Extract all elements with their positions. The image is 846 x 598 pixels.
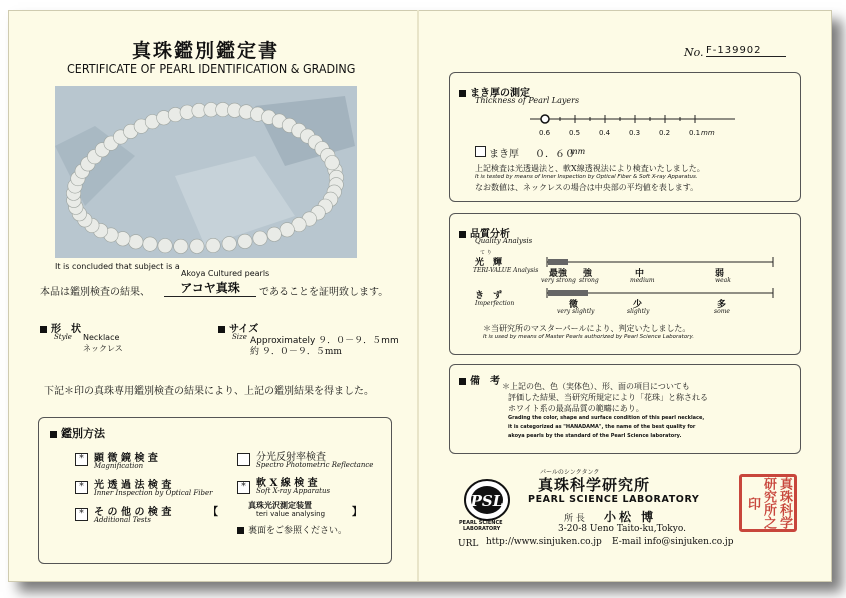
thickness-label: まき厚 <box>489 149 519 160</box>
pearl <box>267 227 281 241</box>
scale-label: 0.6 <box>539 129 551 137</box>
shape-value-ja: ネックレス <box>83 344 123 353</box>
device-en: teri value analysing <box>256 510 326 518</box>
logo-caption1: PEARL SCIENCE <box>459 520 503 526</box>
size-label-en: Size <box>232 333 247 341</box>
method-checkbox-optical-fiber[interactable]: * <box>75 481 88 494</box>
pearl <box>158 239 172 253</box>
kizu-label: き ず <box>475 291 503 301</box>
result-ja: アコヤ真珠 <box>164 279 256 297</box>
pearl <box>174 239 188 253</box>
psl-logo-text: PSL <box>470 492 504 510</box>
quality-title-en: Quality Analysis <box>475 237 533 245</box>
remarks-title <box>459 372 500 387</box>
bracket-close: 】 <box>352 507 362 518</box>
remarks-title-text: 備 考 <box>470 376 500 387</box>
scale-label: 0.4 <box>599 129 611 137</box>
size-label-ja: サイズ <box>229 324 259 335</box>
master-note-en: It is used by means of Master Pearls authorized by Pearl Science Laboratory. <box>483 334 695 340</box>
pearl <box>253 231 267 245</box>
remarks-en3: akoya pearls by the standard of the Pearl Science laboratory. <box>508 433 682 439</box>
teri-scale <box>545 256 777 268</box>
remarks-en2: it is categorized as "HANADAMA", the name of the best quality for <box>508 424 696 430</box>
kizu-label-en: Imperfection <box>475 300 515 307</box>
url-link[interactable]: http://www.sinjuken.co.jp <box>486 537 602 547</box>
method-xray-ja: 軟 X 線 検 査 <box>256 478 318 489</box>
cert-number: F-139902 <box>706 45 786 57</box>
device-ja: 真珠光沢測定装置 <box>248 500 312 510</box>
result-en: Akoya Cultured pearls <box>181 269 270 278</box>
conclusion-ja-suffix: であることを証明致します。 <box>259 287 389 298</box>
teri-grade-very-strong: 最強 <box>549 269 568 279</box>
thickness-note-ja1: 上記検査は光透過法と、軟X線透視法により検査いたしました。 <box>475 164 705 173</box>
kizu-grade-very-slightly-en: very slightly <box>557 308 595 315</box>
shape-label-en: Style <box>54 333 72 341</box>
psl-logo <box>463 478 511 522</box>
back-note-text: 裏面をご参照ください。 <box>248 526 348 536</box>
method-additional-ja: そ の 他 の 検 査 <box>94 507 172 518</box>
scale-label: 0.2 <box>659 129 671 137</box>
email-link[interactable]: info@sinjuken.co.jp <box>644 537 734 547</box>
lab-name-ja: 真珠科学研究所 <box>538 476 651 494</box>
teri-grade-weak: 弱 <box>715 269 725 279</box>
lab-address: 3-20-8 Ueno Taito-ku,Tokyo. <box>558 524 686 534</box>
kizu-grade-some: 多 <box>717 300 727 310</box>
title-en: CERTIFICATE OF PEARL IDENTIFICATION & GRADING <box>67 62 356 76</box>
teri-label: 光 輝 <box>475 258 503 268</box>
pearl <box>190 239 204 253</box>
method-spectro-ja: 分光反射率検査 <box>256 452 326 463</box>
methods-title <box>50 425 105 441</box>
method-magnification-en: Magnification <box>94 462 144 470</box>
back-note <box>237 523 347 536</box>
teri-grade-medium: 中 <box>635 269 645 279</box>
teri-bar <box>548 259 568 265</box>
size-value-ja: 約 ９．０－９．５mm <box>250 347 342 357</box>
thickness-note-en: It is tested by means of Inner Inspection by Optical Fiber & Soft X-ray Apparatus. <box>475 174 698 180</box>
teri-grade-strong-en: strong <box>579 277 599 284</box>
pearl <box>143 237 157 251</box>
thickness-scale <box>530 112 740 126</box>
method-spectro-en: Spectro Photometric Reflectance <box>256 461 374 469</box>
director-label: 所 長 <box>564 514 585 524</box>
kizu-grade-some-en: some <box>714 308 730 315</box>
method-optical-fiber-ja: 光 透 過 法 検 査 <box>94 480 172 491</box>
method-magnification-ja: 顕 微 鏡 検 査 <box>94 453 158 464</box>
remarks-ja3: ホワイト系の最高品質の範疇にあり。 <box>508 404 644 413</box>
fold-line <box>417 10 419 581</box>
method-checkbox-spectro[interactable] <box>237 453 250 466</box>
teri-ruby: て り <box>480 250 492 256</box>
size-value-en: Approximately ９．０－９．５mm <box>250 336 399 346</box>
kizu-scale <box>545 287 777 299</box>
email-label: E-mail <box>612 537 642 547</box>
thickness-unit: mm <box>570 147 586 156</box>
pearl <box>325 156 339 170</box>
master-note-ja: ＊当研究所のマスターパールにより、判定いたしました。 <box>483 324 691 333</box>
scale-label: 0.1 <box>689 129 701 137</box>
scale-label: 0.3 <box>629 129 641 137</box>
method-checkbox-magnification[interactable]: * <box>75 453 88 466</box>
pearl <box>129 235 143 249</box>
scale-label: 0.5 <box>569 129 581 137</box>
thickness-title-ja: まき厚の測定 <box>470 88 530 99</box>
teri-grade-strong: 強 <box>583 269 593 279</box>
title-ja: 真珠鑑別鑑定書 <box>132 40 280 62</box>
bracket-open: 【 <box>208 507 218 518</box>
thickness-value: ０．６０ <box>535 149 575 160</box>
teri-label-en: TERI-VALUE Analysis <box>473 267 539 274</box>
remarks-ja1: ＊上記の色、色（実体色）、形、面の項目についても <box>502 382 690 391</box>
method-checkbox-additional[interactable]: * <box>75 508 88 521</box>
director-name: 小松 博 <box>604 510 657 524</box>
kizu-grade-very-slightly: 微 <box>569 300 579 310</box>
remarks-en1: Grading the color, shape and surface condition of this pearl necklace, <box>508 415 705 421</box>
quality-title-ja: 品質分析 <box>470 229 510 240</box>
lab-name-en: PEARL SCIENCE LABORATORY <box>528 494 700 505</box>
method-optical-fiber-en: Inner Inspection by Optical Fiber <box>94 489 213 497</box>
necklace-illustration <box>55 86 357 258</box>
remarks-ja2: 評価した結果、当研究所規定により「花珠」と称される <box>508 393 708 402</box>
teri-grade-medium-en: medium <box>630 277 655 284</box>
url-label: URL <box>458 539 479 549</box>
pearl-necklace-photo <box>55 86 357 258</box>
logo-caption2: LABORATORY <box>463 526 501 532</box>
lab-kana: パールのシンクタンク <box>540 469 600 476</box>
thickness-checkbox[interactable] <box>475 146 486 157</box>
pearl <box>222 237 236 251</box>
method-xray-en: Soft X-ray Apparatus <box>256 487 331 495</box>
method-checkbox-xray[interactable]: * <box>237 481 250 494</box>
lab-seal: 真珠科学研究所之印 <box>739 474 797 532</box>
scale-unit: mm <box>701 129 715 137</box>
method-additional-en: Additional Tests <box>94 516 151 524</box>
summary-text: 下記＊印の真珠専用鑑別検査の結果により、上記の鑑別結果を得ました。 <box>44 386 374 397</box>
pearl <box>280 223 294 237</box>
kizu-grade-slightly: 少 <box>633 300 643 310</box>
teri-grade-weak-en: weak <box>715 277 731 284</box>
pearl <box>238 234 252 248</box>
shape-value-en: Necklace <box>83 333 120 342</box>
cert-no-label: No. <box>684 46 704 59</box>
conclusion-ja-prefix: 本品は鑑別検査の結果、 <box>40 287 150 298</box>
methods-title-text: 鑑別方法 <box>61 427 105 440</box>
pearl <box>206 238 220 252</box>
conclusion-en: It is concluded that subject is a <box>55 262 180 271</box>
thickness-marker <box>541 115 549 123</box>
shape-label-ja: 形 状 <box>51 324 81 335</box>
kizu-grade-slightly-en: slightly <box>627 308 650 315</box>
thickness-title-en: Thickness of Pearl Layers <box>475 96 580 105</box>
teri-grade-very-strong-en: very strong <box>541 277 576 284</box>
kizu-bar <box>548 290 588 296</box>
thickness-note-ja2: なお数値は、ネックレスの場合は中央部の平均値を表します。 <box>475 183 699 192</box>
